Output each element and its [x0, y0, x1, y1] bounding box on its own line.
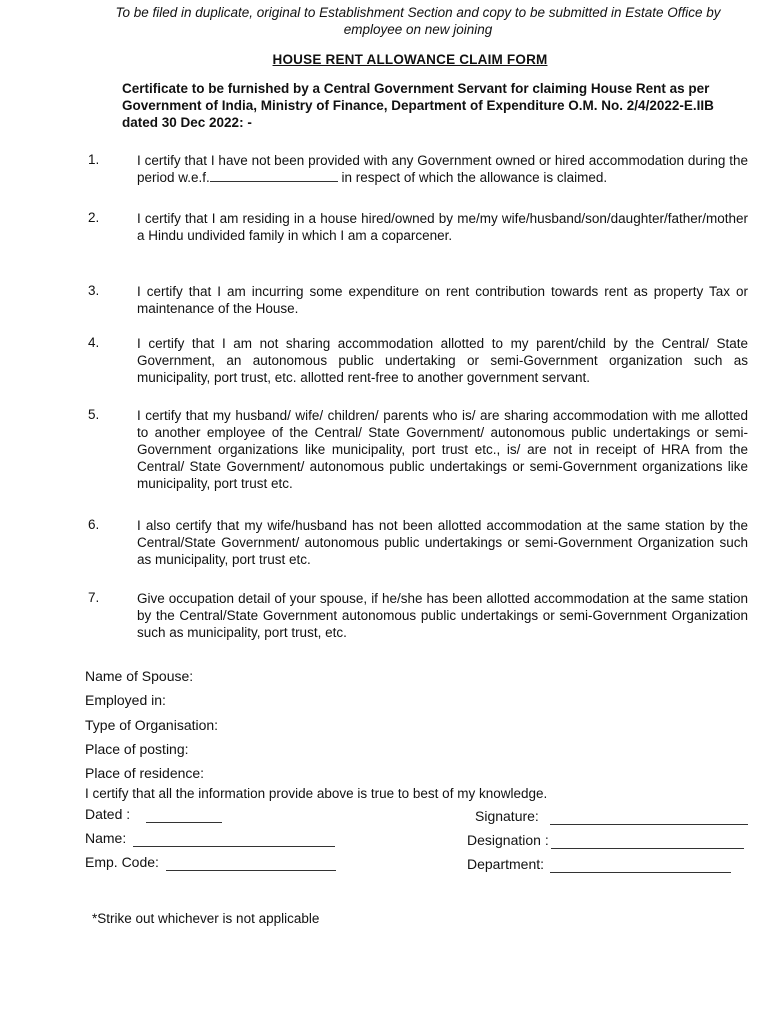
item-text: I also certify that my wife/husband has not been allotted accommodation at the same station by the Central/State Government/ autonomous public undertakings or semi-Government Organization such as municipality, port trust etc.: [137, 518, 748, 567]
employed-in-field[interactable]: Employed in:: [85, 692, 166, 709]
item-number: 5.: [88, 407, 100, 422]
item-number: 7.: [88, 590, 100, 605]
item-text: [137, 152, 748, 186]
item-text: I certify that I am not sharing accommodation allotted to my parent/child by the Central/ State Government, an autonomous public undertaking or semi-Government organization such as municipality, port trust, etc. allotted rent-free to another government servant.: [137, 336, 748, 385]
designation-blank-line[interactable]: [551, 847, 744, 849]
item-text: I certify that I am residing in a house hired/owned by me/my wife/husband/son/daughter/father/mother a Hindu undivided family in which I am a coparcener.: [137, 211, 748, 243]
organisation-type-field[interactable]: Type of Organisation:: [85, 716, 219, 733]
item-text: I certify that my husband/ wife/ children/ parents who is/ are sharing accommodation with me allotted to another employee of the Central/ State Government/ autonomous public undertakings or semi-Government organizations like municipality, port trust etc., is/ are not in receipt of HRA from the Central/ State Government/ autonomous public undertakings or semi-Government organizations like municipality, port trust etc.: [137, 408, 748, 491]
name-blank-line[interactable]: [133, 845, 335, 847]
item-text-after-blank: in respect of which the allowance is claimed.: [337, 170, 608, 185]
name-label: Name:: [85, 830, 127, 846]
item-number: 4.: [88, 335, 100, 350]
form-title: HOUSE RENT ALLOWANCE CLAIM FORM: [272, 52, 548, 67]
declaration-statement: I certify that all the information provide above is true to best of my knowledge.: [85, 786, 548, 801]
filing-instruction-note: To be filed in duplicate, original to Establishment Section and copy to be submitted in Estate Office by employee on new joining: [115, 5, 721, 37]
emp-code-label: Emp. Code:: [85, 854, 159, 870]
item-text-before-blank: I certify that I have not been provided with any Government owned or hired accommodation during the period w.e.f.: [137, 153, 748, 185]
spouse-name-field[interactable]: Name of Spouse:: [85, 668, 194, 684]
period-blank-line[interactable]: [210, 169, 338, 182]
dated-label: Dated :: [85, 806, 131, 822]
item-number: 1.: [88, 152, 100, 167]
spouse-details-fields: [85, 664, 385, 785]
item-text: Give occupation detail of your spouse, if he/she has been allotted accommodation at the same station by the Central/State Government autonomous public undertakings or semi-Government Organization such as municipality, port trust, etc.: [137, 591, 748, 640]
emp-code-blank-line[interactable]: [166, 869, 336, 871]
signature-label: Signature:: [475, 808, 539, 824]
strike-out-footnote: *Strike out whichever is not applicable: [92, 911, 320, 926]
item-number: 6.: [88, 517, 100, 532]
department-label: Department:: [467, 856, 545, 872]
certificate-intro-text: Certificate to be furnished by a Central Government Servant for claiming House Rent as per Government of India, Ministry of Finance, Department of Expenditure O.M. No. 2/4/2022-E.IIB dated 30 Dec 2022: -: [122, 81, 714, 130]
designation-label: Designation :: [467, 832, 549, 848]
item-text: I certify that I am incurring some expenditure on rent contribution towards rent as property Tax or maintenance of the House.: [137, 284, 748, 316]
place-of-residence-field[interactable]: Place of residence:: [85, 765, 205, 782]
department-blank-line[interactable]: [550, 871, 731, 873]
certificate-intro: [92, 80, 750, 131]
item-number: 2.: [88, 210, 100, 225]
dated-blank-line[interactable]: [146, 821, 222, 823]
item-number: 3.: [88, 283, 100, 298]
place-of-posting-field[interactable]: Place of posting:: [85, 740, 189, 757]
signature-blank-line[interactable]: [550, 823, 748, 825]
